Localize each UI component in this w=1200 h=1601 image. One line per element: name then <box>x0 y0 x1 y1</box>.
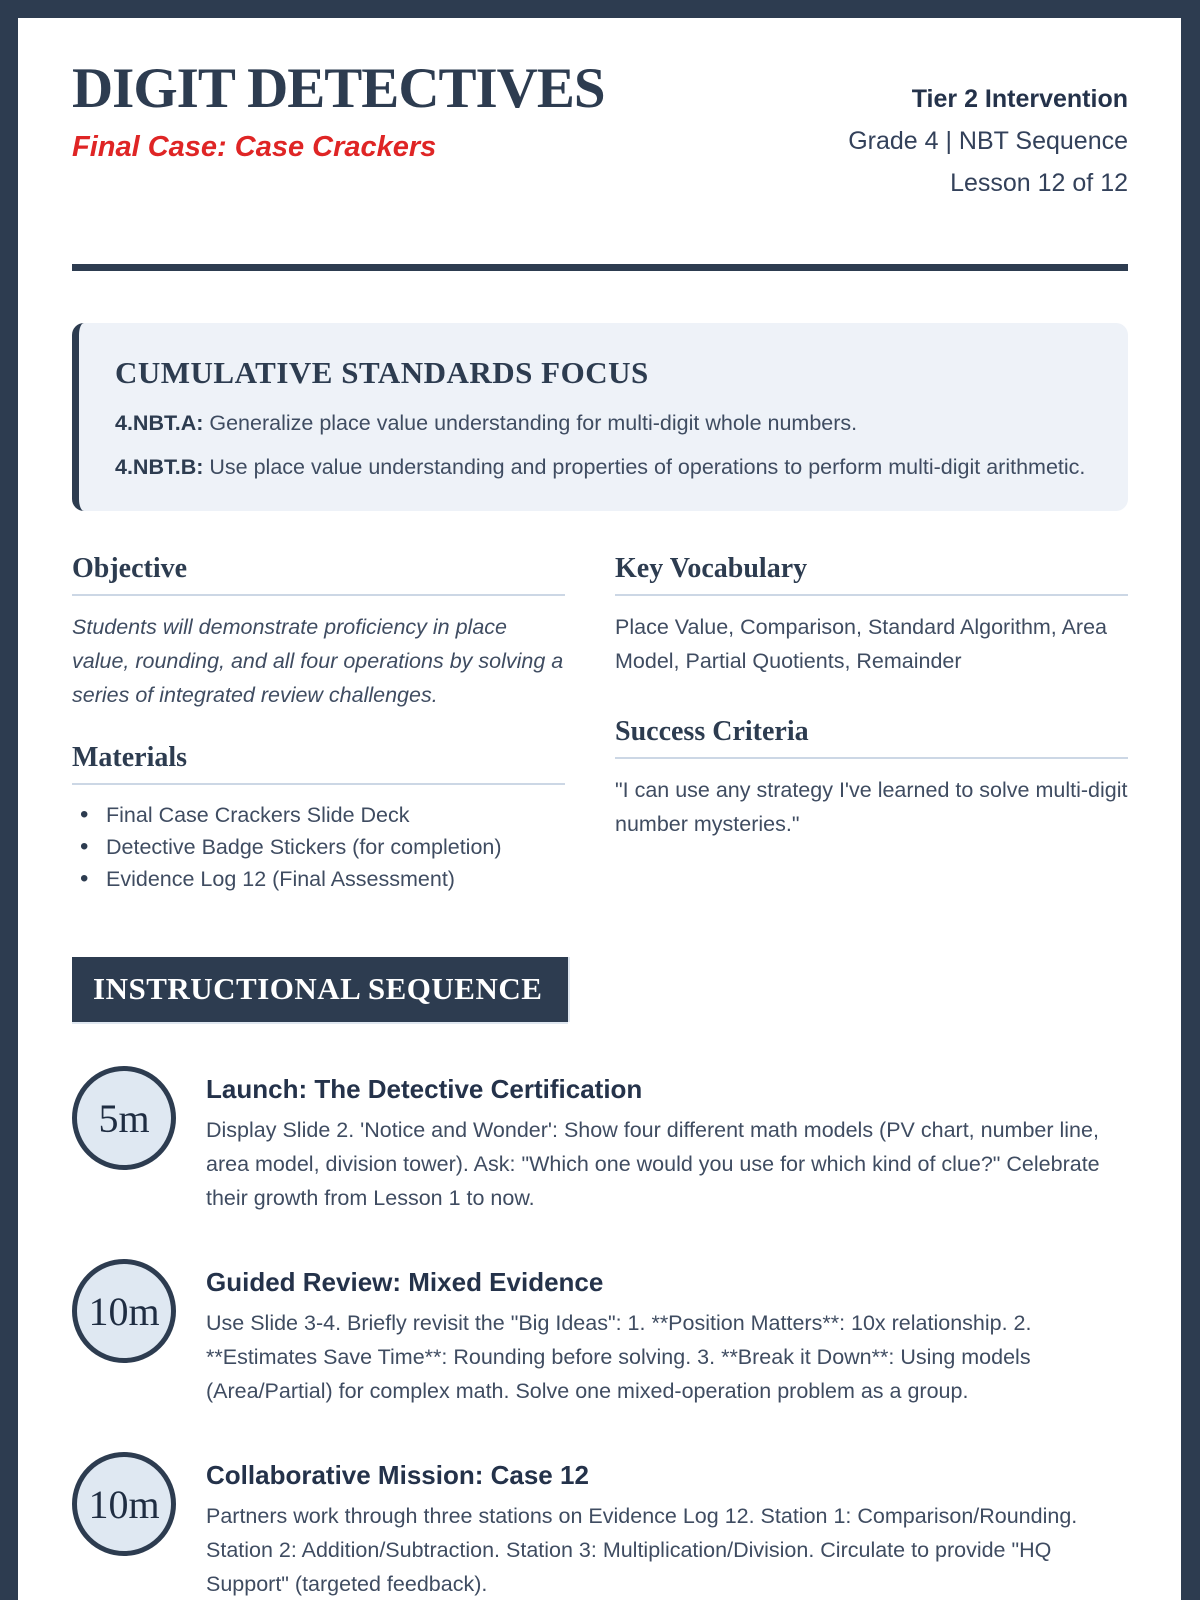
materials-item: • Evidence Log 12 (Final Assessment) <box>72 863 565 895</box>
step-title: Collaborative Mission: Case 12 <box>206 1460 589 1490</box>
vocabulary-section <box>615 553 1128 678</box>
success-criteria-section <box>615 716 1128 841</box>
standard-text: Generalize place value understanding for multi-digit whole numbers. <box>203 411 858 435</box>
materials-heading: Materials <box>72 742 565 785</box>
meta-tier: Tier 2 Intervention <box>911 85 1128 113</box>
title-block <box>72 57 605 164</box>
meta-grade-sequence: Grade 4 | NBT Sequence <box>848 127 1128 155</box>
standard-text: Use place value understanding and properties of operations to perform multi-digit arithmetic. <box>203 455 1086 479</box>
materials-list <box>72 799 565 895</box>
step-body <box>206 1452 1128 1601</box>
step-text: Display Slide 2. 'Notice and Wonder': Show four different math models (PV chart, number line, area model, division tower). Ask: "Which one would you use for which kind of clue?" Celebrate their growth from Lesson 1 to now. <box>206 1118 1100 1210</box>
standard-item <box>115 405 1092 441</box>
step-title: Guided Review: Mixed Evidence <box>206 1267 604 1297</box>
standard-code: 4.NBT.B: <box>115 455 204 479</box>
header <box>72 57 1128 204</box>
step-text: Partners work through three stations on Evidence Log 12. Station 1: Comparison/Rounding. Station 2: Addition/Subtraction. Station 3: Multiplication/Division. Circulate to provide "HQ Support" (targeted feedback). <box>206 1504 1078 1596</box>
right-column <box>615 553 1128 895</box>
success-criteria-text: "I can use any strategy I've learned to solve multi-digit number mysteries." <box>615 778 1128 836</box>
step-text: Use Slide 3-4. Briefly revisit the "Big Ideas": 1. **Position Matters**: 10x relationship. 2. **Estimates Save Time**: Rounding before solving. 3. **Break it Down**: Using models (Area/Partial) for complex math. Solve one mixed-operation problem as a group. <box>206 1311 1032 1403</box>
time-badge: 5m <box>72 1066 176 1170</box>
time-badge: 10m <box>72 1259 176 1363</box>
step-title: Launch: The Detective Certification <box>206 1074 643 1104</box>
sequence-step <box>72 1452 1128 1601</box>
success-criteria-heading: Success Criteria <box>615 716 1128 759</box>
time-badge: 10m <box>72 1452 176 1556</box>
left-column <box>72 553 565 895</box>
instructional-sequence-banner: INSTRUCTIONAL SEQUENCE <box>72 957 568 1022</box>
standards-heading: CUMULATIVE STANDARDS FOCUS <box>115 355 649 390</box>
objective-heading: Objective <box>72 553 565 596</box>
page-content <box>18 18 1181 1601</box>
lesson-meta <box>848 60 1128 204</box>
standards-focus-box <box>72 323 1128 511</box>
objective-section <box>72 553 565 712</box>
sequence-step <box>72 1066 1128 1215</box>
materials-section <box>72 742 565 895</box>
vocabulary-heading: Key Vocabulary <box>615 553 1128 596</box>
sequence-steps <box>72 1066 1128 1601</box>
objective-text: Students will demonstrate proficiency in place value, rounding, and all four operations by solving a series of integrated review challenges. <box>72 615 564 707</box>
header-divider <box>72 264 1128 271</box>
standard-item <box>115 449 1092 485</box>
meta-lesson-number: Lesson 12 of 12 <box>950 169 1128 197</box>
vocabulary-text: Place Value, Comparison, Standard Algorithm, Area Model, Partial Quotients, Remainder <box>615 615 1107 673</box>
materials-item: • Final Case Crackers Slide Deck <box>72 799 565 831</box>
details-columns <box>72 553 1128 895</box>
materials-item: • Detective Badge Stickers (for completion) <box>72 831 565 863</box>
sequence-step <box>72 1259 1128 1408</box>
step-body <box>206 1259 1128 1408</box>
page-subtitle: Final Case: Case Crackers <box>72 131 437 163</box>
standard-code: 4.NBT.A: <box>115 411 204 435</box>
page-title: DIGIT DETECTIVES <box>72 57 605 120</box>
step-body <box>206 1066 1128 1215</box>
